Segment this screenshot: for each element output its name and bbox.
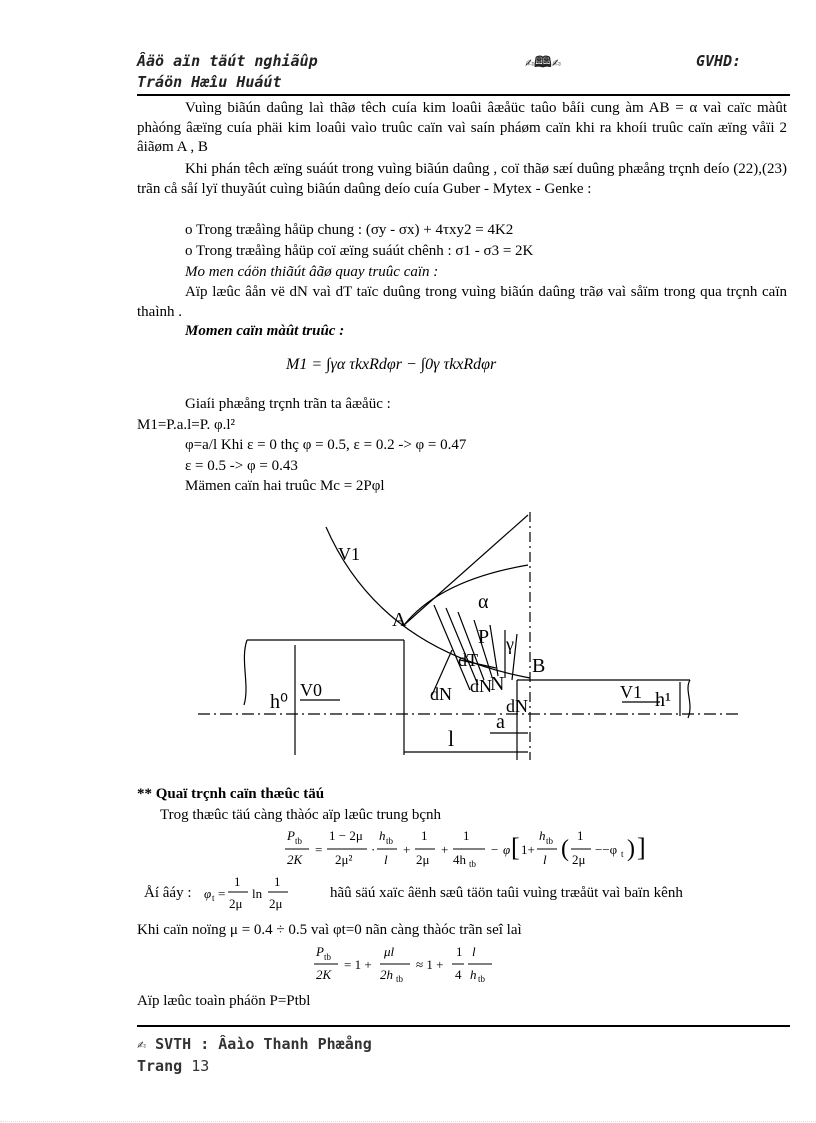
svg-text:tb: tb [396,974,404,984]
svg-text:1: 1 [577,828,584,843]
label-b-point: B [532,655,546,677]
svg-text:2μ²: 2μ² [335,852,353,867]
header-author: Tráön Hæîu Huáút [137,73,282,91]
svg-text:−: − [491,842,499,857]
svg-text:h: h [379,828,386,843]
when-line: Khi caïn noïng μ = 0.4 ÷ 0.5 vaì φt=0 nãn càng thàóc trãn seî laì [137,922,522,938]
label-h0: h⁰ [270,691,289,713]
section-heading: ** Quaï trçnh caïn thæûc täú [137,786,325,802]
bullet-principal-stress: o Trong træåìng håüp coï æïng suáút chênh : σ1 - σ3 = 2K [185,243,534,259]
footer-rule [137,1025,790,1027]
svg-text:=: = [315,842,323,857]
label-v1-top: V1 [338,544,360,564]
moment-heading: Mo men cáön thiãút âãø quay truûc caïn : [185,264,439,280]
svg-text:t: t [621,849,624,859]
label-a-dim: a [496,711,505,733]
label-h1: h¹ [655,689,671,711]
svg-text:4: 4 [455,967,462,982]
svg-text:≈ 1 +: ≈ 1 + [416,957,444,972]
svg-text:·: · [371,842,376,857]
momen-label: Momen caïn màût truûc : [185,323,345,339]
pen-icon: ✍ [137,1035,147,1053]
svg-text:1+: 1+ [521,842,535,857]
footer-author-text: SVTH : Âaìo Thanh Phæång [155,1035,372,1053]
label-l-dim: l [448,726,455,751]
line-phi: φ=a/l Khi ε = 0 thç φ = 0.5, ε = 0.2 -> φ = 0.47 [185,437,467,453]
simplified-formula [312,940,512,988]
svg-text:(: ( [561,836,569,862]
where-text: hãû säú xaïc âënh sæû täön taûi vuìng træåüt vaì baïn kênh [330,885,683,901]
svg-text:tb: tb [546,836,554,846]
label-a-point: A [392,609,407,631]
paragraph-deformation-zone: Vuìng biãún daûng laì thãø têch cuía kim loaûi âæåüc taûo båíi cung àm AB = α vaì caïc màût phàóng âæïng cuía phäi kim loaûi vaìo truûc caïn vaì saín pháøm caïn khi ra khoíi truûc caïn æïng våïi 2 âiãøm A , B [137,100,787,155]
radius-line [404,515,528,625]
exit-strip-break [688,680,690,718]
svg-text:+: + [441,842,449,857]
svg-text:φ: φ [204,886,212,901]
header-supervisor: GVHD: [696,52,742,70]
svg-text:h: h [539,828,546,843]
svg-text:φ: φ [503,842,511,857]
svg-text:+: + [403,842,411,857]
header-title: Âäö aïn täút nghiãûp [137,52,318,70]
svg-text:2μ: 2μ [229,896,243,911]
svg-text:4h: 4h [453,852,466,867]
where-prefix: Åí âáy : [144,885,192,901]
paragraph-stress-analysis: Khi phán têch æïng suáút trong vuìng biãún daûng , coï thãø sæí duûng phæång trçnh deío (22),(23) trãn cå såí lyï thuyãút cuìng biãún daûng deío cuía Guber - Mytex - Genke : [137,161,787,197]
phi-t-formula [204,874,304,918]
paragraph-pressure: Aïp læûc âån vë dN vaì dT taïc duûng trong vuìng biãún daûng trãø vaì såïm trong qua trçnh caïn thaình . [137,284,787,320]
label-v1-right: V1 [620,682,642,702]
svg-text:=: = [218,886,226,901]
svg-text:−−φ: −−φ [595,842,618,857]
label-p: P [478,626,490,648]
svg-text:2μ: 2μ [269,896,283,911]
svg-text:l: l [543,852,547,867]
svg-text:h: h [470,967,477,982]
svg-text:tb: tb [324,952,332,962]
svg-text:t: t [212,893,215,903]
footer-author [137,1035,372,1053]
label-gamma: γ [506,634,514,654]
label-n: N [490,673,505,695]
line-epsilon: ε = 0.5 -> φ = 0.43 [185,458,298,474]
label-v0: V0 [300,680,322,700]
svg-text:]: ] [637,833,646,862]
footer-page [137,1057,209,1075]
page-bottom-edge [0,1121,816,1122]
svg-text:[: [ [511,833,520,862]
svg-text:l: l [472,944,476,959]
solve-line: Giaíi phæång trçnh trãn ta âæåüc : [185,396,391,412]
svg-text:1: 1 [456,944,463,959]
svg-text:ln: ln [252,886,263,901]
line-m1: M1=P.a.l=P. φ.l² [137,417,236,433]
svg-text:): ) [627,836,635,862]
svg-text:μl: μl [384,944,395,959]
svg-text:P: P [287,828,295,843]
svg-text:2K: 2K [287,852,303,867]
svg-text:l: l [384,852,388,867]
bullet-general-case: o Trong træåìng håüp chung : (σy - σx) + 4τxy2 = 4K2 [185,222,514,238]
svg-text:1: 1 [234,874,241,889]
svg-text:tb: tb [469,859,477,869]
svg-text:tb: tb [386,836,394,846]
pressure-arrow [446,608,478,685]
label-dt: dT [458,650,478,670]
footer-page-label: Trang [137,1057,183,1075]
svg-text:2K: 2K [316,967,332,982]
label-alpha: α [478,591,489,613]
line-mamen: Mämen caïn hai truûc Mc = 2Pφl [185,478,385,494]
svg-text:1: 1 [463,828,470,843]
equation-m1: M1 = ∫γα τkxRdφr − ∫0γ τkxRdφr [286,356,497,373]
svg-text:2μ: 2μ [416,852,430,867]
svg-text:= 1 +: = 1 + [344,957,372,972]
alpha-arc [404,565,528,625]
mean-pressure-formula [285,822,655,872]
footer-page-number: 13 [191,1057,210,1075]
entry-strip-break [244,640,247,705]
header-icon: ✍🕮✍ [525,53,561,71]
svg-text:1: 1 [421,828,428,843]
svg-text:2μ: 2μ [572,852,586,867]
svg-text:tb: tb [295,836,303,846]
label-dn2: dN [470,676,492,696]
svg-text:P: P [316,944,324,959]
label-dn1: dN [430,684,452,704]
section-intro: Trog thæûc täú càng thàóc aïp læûc trung bçnh [160,807,442,823]
svg-text:1: 1 [274,874,281,889]
svg-text:1 − 2μ: 1 − 2μ [329,828,363,843]
svg-text:tb: tb [478,974,486,984]
label-dn3: dN [506,696,528,716]
svg-text:2h: 2h [380,967,393,982]
total-pressure-line: Aïp læûc toaìn pháön P=Ptbl [137,993,311,1009]
